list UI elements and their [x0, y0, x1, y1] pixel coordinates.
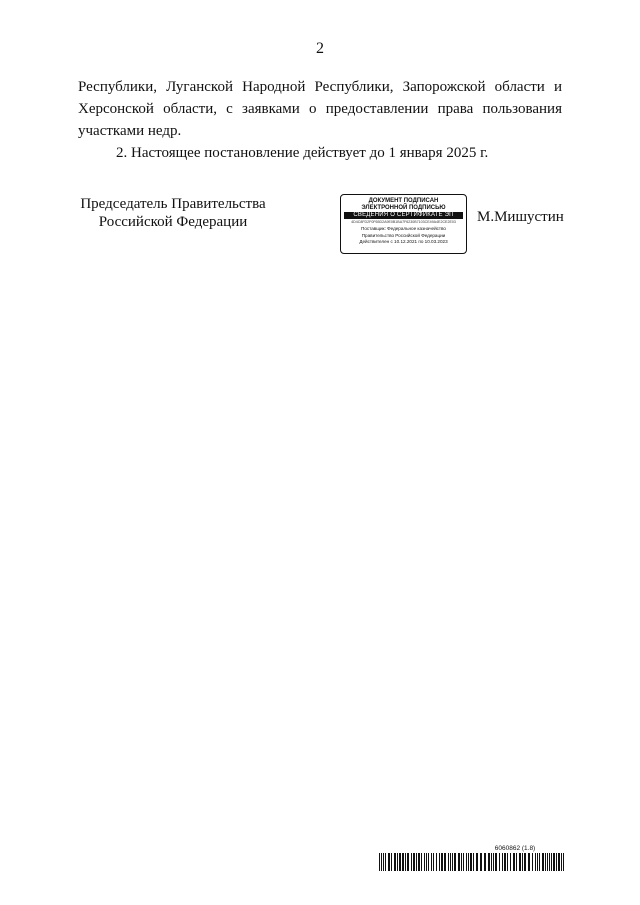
signer-position: [78, 195, 268, 231]
stamp-validity: Действителен с 10.12.2021 по 10.03.2023: [359, 239, 448, 244]
paragraph-2: 2. Настоящее постановление действует до 1 января 2025 г.: [116, 145, 489, 161]
document-code: 6060862 (1.8): [494, 845, 536, 852]
document-barcode: [379, 853, 565, 871]
continued-paragraph: Республики, Луганской Народной Республики, Запорожской области и Херсонской области, с заявками о предоставлении права пользования участками недр.: [78, 79, 562, 139]
signer-position-line2: Российской Федерации: [98, 214, 248, 230]
stamp-certificate-serial: 4D4C8FD2F0F65D2A9E0B1BA7F6230B7103CE49A4E2CE2E03: [351, 220, 456, 224]
stamp-certificate-band: СВЕДЕНИЯ О СЕРТИФИКАТЕ ЭП: [344, 212, 463, 219]
document-body: [78, 76, 562, 164]
stamp-title-line1: ДОКУМЕНТ ПОДПИСАН: [368, 198, 439, 204]
stamp-issuer-line1: Поставщик: Федеральное казначейство: [361, 226, 446, 231]
page-number: 2: [316, 40, 324, 57]
electronic-signature-stamp: [340, 194, 467, 254]
stamp-title-line2: ЭЛЕКТРОННОЙ ПОДПИСЬЮ: [361, 205, 446, 211]
signer-position-line1: Председатель Правительства: [80, 196, 266, 212]
stamp-issuer-line2: Правительство Российской Федерации: [361, 232, 446, 238]
signer-name: М.Мишустин: [477, 209, 564, 225]
